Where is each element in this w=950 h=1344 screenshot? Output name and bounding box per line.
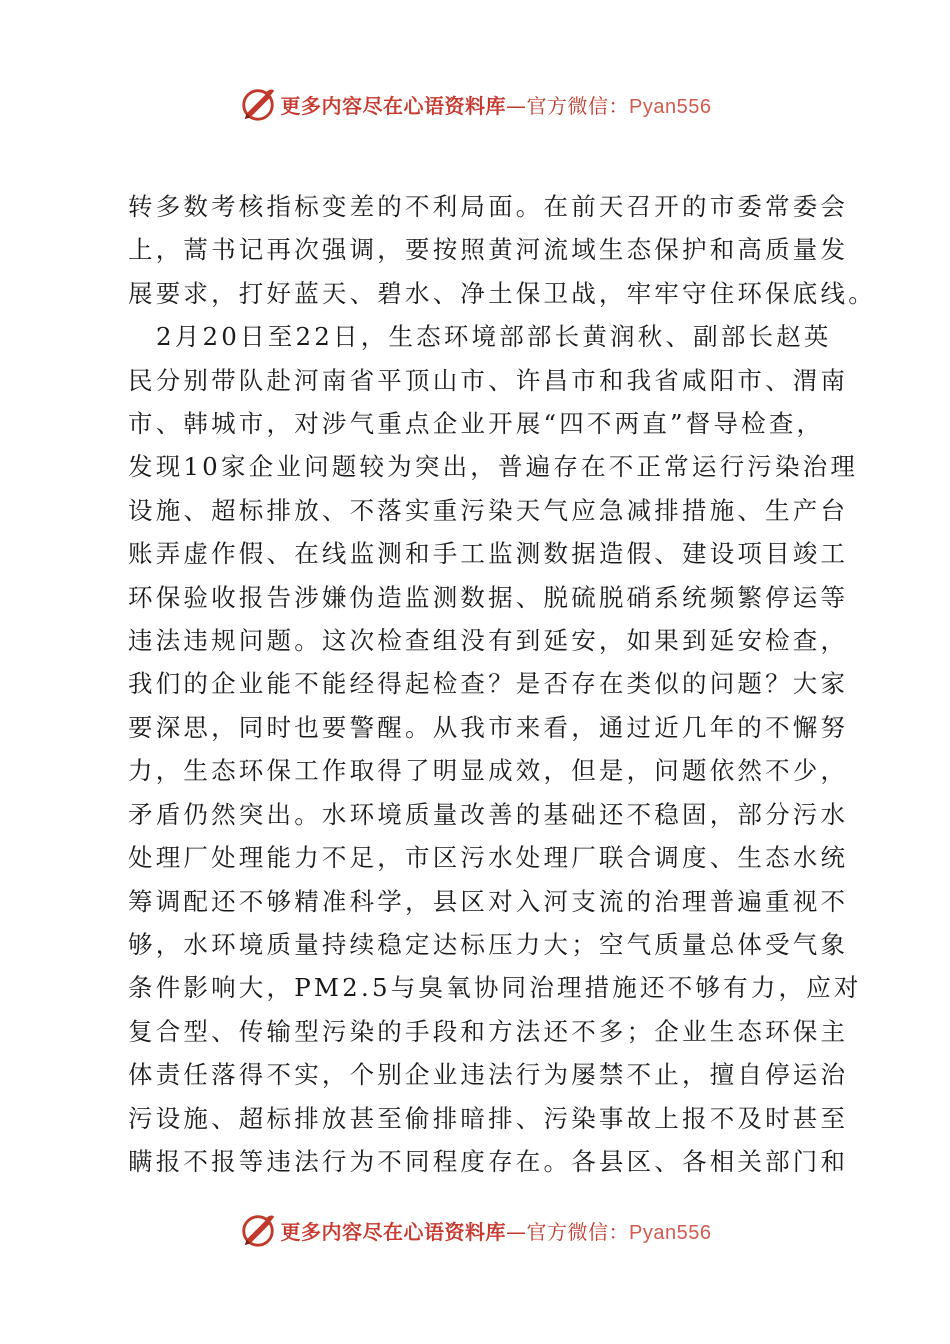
banner-wechat-id: Pyan556: [629, 95, 712, 118]
banner-separator: —: [506, 1219, 527, 1244]
banner-separator: —: [506, 93, 527, 118]
text-line: 我们的企业能不能经得起检查？是否存在类似的问题？大家: [128, 669, 849, 699]
banner-text: [281, 1216, 712, 1245]
text-line: 体责任落得不实，个别企业违法行为屡禁不止，擅自停运治: [128, 1060, 849, 1090]
banner-label: 官方微信：: [526, 93, 630, 118]
paragraph: [128, 185, 876, 315]
pen-logo-icon: [239, 1211, 277, 1249]
pen-logo-icon: [239, 85, 277, 123]
text-line: 条件影响大，PM2.5与臭氧协同治理措施还不够有力，应对: [128, 973, 862, 1003]
text-line: 处理厂处理能力不足，市区污水处理厂联合调度、生态水统: [128, 843, 849, 873]
paragraph: [128, 315, 862, 1183]
text-line: 展要求，打好蓝天、碧水、净土保卫战，牢牢守住环保底线。: [128, 278, 876, 308]
text-line: 瞒报不报等违法行为不同程度存在。各县区、各相关部门和: [128, 1146, 849, 1176]
text-line: 够，水环境质量持续稳定达标压力大；空气质量总体受气象: [128, 929, 849, 959]
banner-wechat-id: Pyan556: [629, 1221, 712, 1244]
text-line: 筹调配还不够精准科学，县区对入河支流的治理普遍重视不: [128, 886, 849, 916]
text-line: 发现10家企业问题较为突出，普遍存在不正常运行污染治理: [128, 452, 859, 482]
text-line: 环保验收报告涉嫌伪造监测数据、脱硫脱硝系统频繁停运等: [128, 582, 849, 612]
text-line: 违法违规问题。这次检查组没有到延安，如果到延安检查，: [128, 626, 849, 656]
text-line: 2月20日至22日，生态环境部部长黄润秋、副部长赵英: [156, 322, 832, 352]
text-line: 复合型、传输型污染的手段和方法还不多；企业生态环保主: [128, 1016, 849, 1046]
banner-brand: 更多内容尽在心语资料库: [280, 1219, 507, 1244]
header-banner: [0, 82, 950, 126]
text-line: 设施、超标排放、不落实重污染天气应急减排措施、生产台: [128, 495, 849, 525]
text-line: 矛盾仍然突出。水环境质量改善的基础还不稳固，部分污水: [128, 799, 849, 829]
footer-banner: [0, 1208, 950, 1252]
text-line: 民分别带队赴河南省平顶山市、许昌市和我省咸阳市、渭南: [128, 365, 849, 395]
text-line: 转多数考核指标变差的不利局面。在前天召开的市委常委会: [128, 192, 849, 221]
banner-brand: 更多内容尽在心语资料库: [280, 93, 507, 118]
document-body: [128, 185, 876, 1183]
text-line: 要深思，同时也要警醒。从我市来看，通过近几年的不懈努: [128, 712, 849, 742]
text-line: 力，生态环保工作取得了明显成效，但是，问题依然不少，: [128, 756, 849, 786]
text-line: 上，蒿书记再次强调，要按照黄河流域生态保护和高质量发: [128, 235, 849, 265]
text-line: 市、韩城市，对涉气重点企业开展“四不两直”督导检查，: [128, 409, 825, 439]
text-line: 污设施、超标排放甚至偷排暗排、污染事故上报不及时甚至: [128, 1103, 849, 1133]
text-line: 账弄虚作假、在线监测和手工监测数据造假、建设项目竣工: [128, 539, 849, 569]
banner-text: [281, 90, 712, 119]
banner-label: 官方微信：: [526, 1219, 630, 1244]
